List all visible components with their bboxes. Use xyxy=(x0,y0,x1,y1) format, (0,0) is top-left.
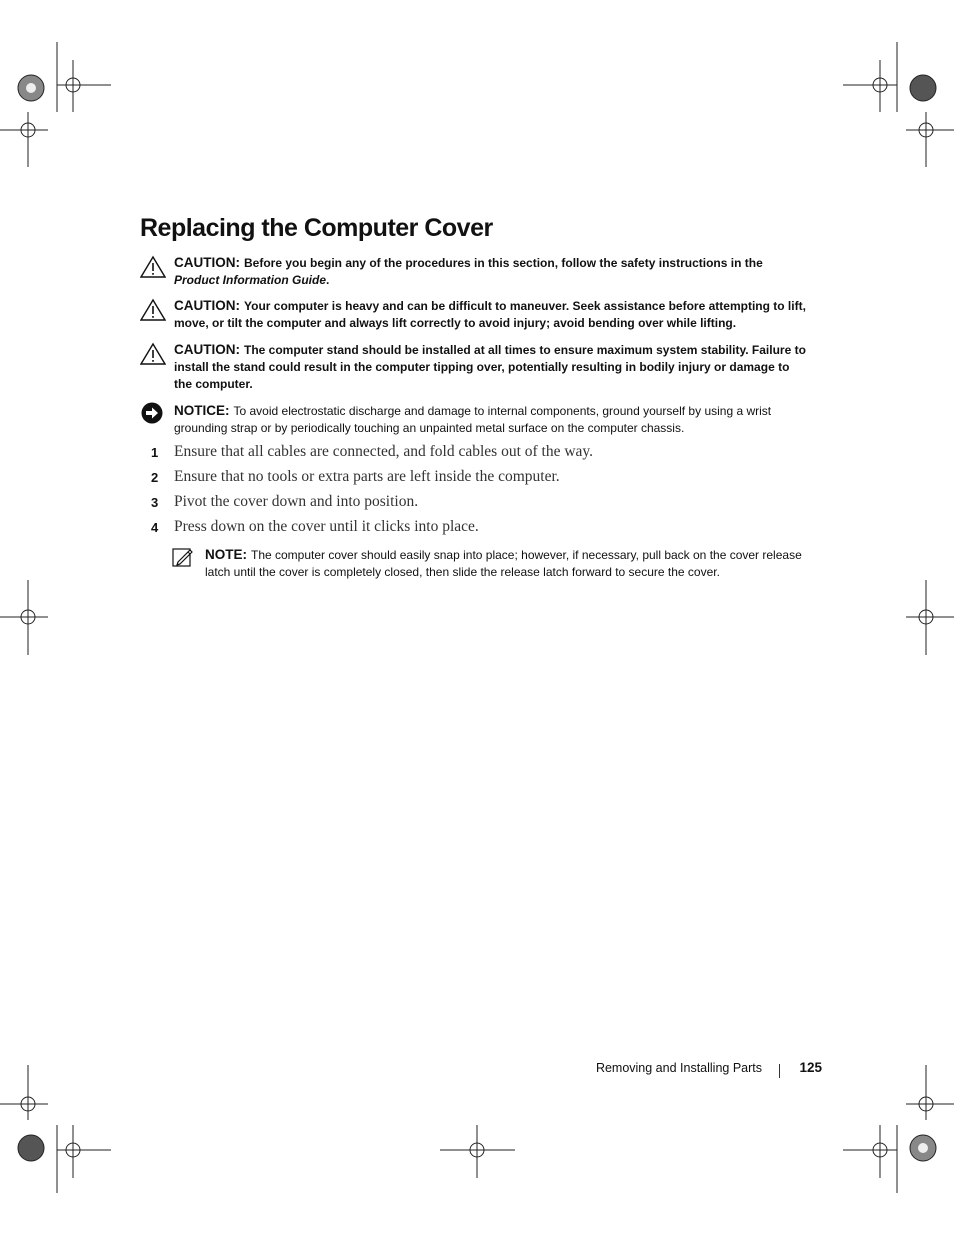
list-item xyxy=(140,518,820,543)
caution-block xyxy=(140,341,810,393)
caution-label: CAUTION: xyxy=(174,298,240,313)
step-number: 1 xyxy=(151,445,159,460)
note-label: NOTE: xyxy=(205,547,247,562)
step-number: 2 xyxy=(151,470,159,485)
pencil-note-icon xyxy=(172,546,194,568)
caution-body: Before you begin any of the procedures in this section, follow the safety instructions in the xyxy=(244,256,763,270)
steps-list xyxy=(140,443,820,543)
notice-text xyxy=(174,402,810,437)
step-text: Ensure that no tools or extra parts are left inside the computer. xyxy=(174,468,560,485)
notice-label: NOTICE: xyxy=(174,403,230,418)
step-number: 4 xyxy=(151,520,159,535)
list-item xyxy=(140,468,820,493)
note-body: The computer cover should easily snap into place; however, if necessary, pull back on the cover release latch until the cover is completely closed, then slide the release latch forward to secure the cover. xyxy=(205,548,802,579)
warning-triangle-icon xyxy=(140,255,166,279)
footer-section-title: Removing and Installing Parts xyxy=(595,1061,762,1075)
list-item xyxy=(140,443,820,468)
caution-body: The computer stand should be installed at all times to ensure maximum system stability. Failure to install the stand could result in the computer tipping over, potentially resulting in bodily injury or damage to the computer. xyxy=(174,343,806,391)
warning-triangle-icon xyxy=(140,342,166,366)
list-item xyxy=(140,493,820,518)
notice-body: To avoid electrostatic discharge and damage to internal components, ground yourself by using a wrist grounding strap or by periodically touching an unpainted metal surface on the computer chassis. xyxy=(174,404,772,435)
caution-body: Your computer is heavy and can be difficult to maneuver. Seek assistance before attempting to lift, move, or tilt the computer and always lift correctly to avoid injury; avoid bending over while lifting. xyxy=(174,299,806,330)
step-text: Ensure that all cables are connected, and fold cables out of the way. xyxy=(174,443,594,460)
page-number: 125 xyxy=(799,1060,822,1075)
caution-tail: . xyxy=(326,273,330,287)
caution-label: CAUTION: xyxy=(174,255,240,270)
caution-text xyxy=(174,341,810,393)
caution-text xyxy=(174,254,810,289)
step-number: 3 xyxy=(151,495,159,510)
warning-triangle-icon xyxy=(140,298,166,322)
caution-label: CAUTION: xyxy=(174,342,240,357)
step-text: Pivot the cover down and into position. xyxy=(174,493,419,510)
caution-block xyxy=(140,254,810,289)
footer-divider xyxy=(779,1064,780,1078)
caution-text xyxy=(174,297,810,332)
page-title: Replacing the Computer Cover xyxy=(140,214,493,242)
step-text: Press down on the cover until it clicks into place. xyxy=(174,518,479,535)
note-block xyxy=(172,546,812,581)
caution-block xyxy=(140,297,810,332)
caution-emphasis: Product Information Guide xyxy=(174,273,326,287)
notice-block xyxy=(140,402,810,437)
note-text xyxy=(205,546,812,581)
arrow-circle-icon xyxy=(140,402,166,426)
page-footer xyxy=(560,1061,822,1081)
